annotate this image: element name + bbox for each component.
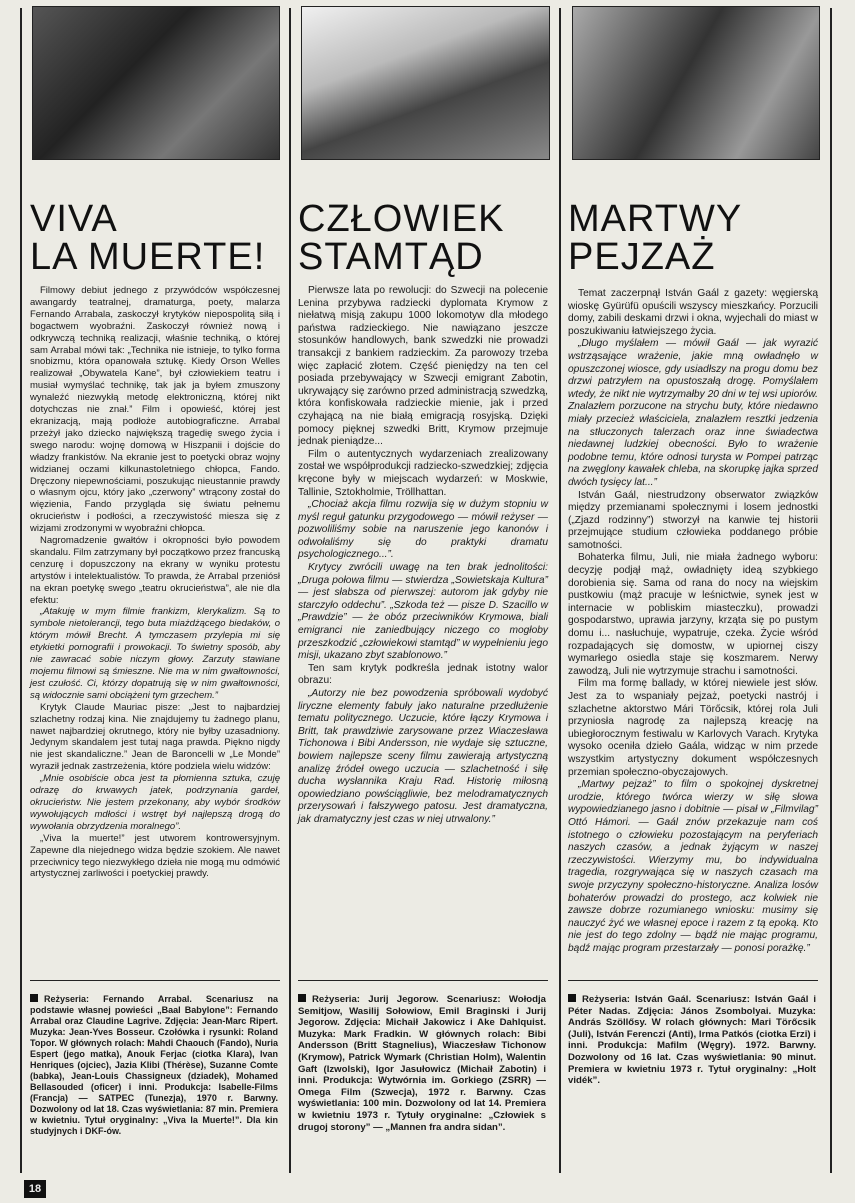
title-line: PEJZAŻ <box>568 236 716 278</box>
bullet-square <box>298 994 306 1002</box>
paragraph: „Mnie osobiście obca jest ta płomienna sztuka, czuję odrazę do krwawych jatek, podrzynania gardeł, okrucieństw. Nie jestem przekonany, aby wybór środków wywołujących mdłości i wstręt był najlepszą drogą do wywołania obrzydzenia moralnego”. <box>30 773 280 832</box>
credits-2 <box>298 994 546 1133</box>
credits-separator-2 <box>298 980 548 981</box>
column-rule-2 <box>559 8 561 1173</box>
paragraph: István Gaál, niestrudzony obserwator związków między przemianami społecznymi i losem jednostki („Zjazd rodzinny”) stworzył na kanwie tej historii przejmujące studium człowieka poddanego próbie samotności. <box>568 489 818 551</box>
paragraph: „Długo myślałem — mówił Gaál — jak wyrazić wstrząsające wrażenie, jakie mną owładnęło w opuszczonej wiosce, gdy usiadłszy na progu domu bez drzwi patrzyłem na opustoszałą drogę. Pomyślałem wtedy, że nikt nie wytrzymałby 20 dni w tej wsi upiorów. Znalazłem porzucone na strychu buty, które niedawno miały przecież właściciela, znalazłem resztki jedzenia na stłuczonych talerzach oraz inne świadectwa niedawnej ludzkiej obecności. Było to wrażenie podobne temu, które odnosi turysta w Pompei patrząc na zwęglony kawałek chleba, na skorupkę jajka sprzed dwóch tysięcy lat...” <box>568 338 818 488</box>
article-body-1 <box>30 285 280 880</box>
title-line: LA MUERTE! <box>30 236 266 278</box>
bullet-square <box>568 994 576 1002</box>
credits-3 <box>568 994 816 1087</box>
paragraph: „Autorzy nie bez powodzenia spróbowali wydobyć liryczne elementy fabuły jako naturalne przedłużenie tematu politycznego. Uczucie, które łączy Krymowa i Britt, tak prawdziwie zarysowane przez Wiaczesława Tichonowa i Bibi Andersson, nie wydaje się sztuczne, bowiem najlepsze sceny filmu zawierają artystyczną analizę źródeł owego uczucia — szlachetność i siłę ducha wysłannika Kraju Rad. Historię miłosną opowiedziano powściągliwie, bez melodramatycznych przerysowań i fałszywego patosu. Jest dramatyczna, jak dramatyczny jest czas w niej utrwalony.” <box>298 688 548 825</box>
credits-text: Reżyseria: István Gaál. Scenariusz: István Gaál i Péter Nadas. Zdjęcia: János Zsombolyai. Muzyka: András Szöllősy. W rolach głównych: Mari Törőcsik (Juli), István Ferenczi (Anti), Irma Patkós (ciotka Erzi) i inni. Produkcja: Mafilm (Węgry). 1972. Barwny. Dozwolony od 16 lat. Czas wyświetlania: 90 minut. Premiera w kwietniu 1973 r. Tytuł oryginalny: „Holt vidék”. <box>568 994 816 1087</box>
paragraph: Temat zaczerpnął István Gaál z gazety: węgierską wioskę Gyürüfü opuścili wszyscy mieszkańcy. Porzucili domy, zabili deskami drzwi i okna, wyjechali do miast w poszukiwaniu łatwiejszego życia. <box>568 288 818 337</box>
page-number: 18 <box>24 1180 46 1198</box>
title-line: CZŁOWIEK <box>298 198 505 240</box>
column-rule-right <box>830 8 832 1173</box>
article-body-2 <box>298 285 548 827</box>
paragraph: Pierwsze lata po rewolucji: do Szwecji na polecenie Lenina przybywa radziecki dyplomata Krymow z niełatwą misją zakupu 1000 lokomotyw dla młodego państwa radzieckiego. Nie nawiązano jeszcze stosunków handlowych, bank szwedzki nie prowadzi transakcji z bankiem radzieckim. Za parowozy trzeba więc zapłacić złotem. Część pieniędzy na ten cel posiada przebywający w Szwecji emigrant Zabotin, ukrywający się zarówno przed administracją szwedzką, która konfiskowała radzieckie mienie, jak i przed czyhającą na nie białą emigracją rosyjską. Dzięki pomocy pięknej szwedki Britt, Krymow przejmuje jednak pieniądze... <box>298 285 548 448</box>
column-rule-1 <box>289 8 291 1173</box>
title-line: MARTWY <box>568 198 743 240</box>
credits-text: Reżyseria: Jurij Jegorow. Scenariusz: Wołodja Semitjow, Wasilij Sołowiow, Emil Braginski i Jurij Jegorow. Zdjęcia: Michaił Jakowicz i Ake Dahlquist. Muzyka: Mark Fradkin. W głównych rolach: Bibi Andersson (Britt Stagnelius), Wiaczesław Tichonow (Krymow), Patrick Wymark (Christian Holm), Walentin Gaft (Izwolski), Igor Jasułowicz (Michaił Zabotin) i inni. Produkcja: Wytwórnia im. Gorkiego (ZSRR) — Omega Film (Szwecja), 1972 r. Barwny. Czas wyświetlania: 100 min. Dozwolony od lat 14. Premiera w kwietniu 1973 r. Tytuły oryginalne: „Człowiek s drugoj storony” — „Mannen fra andra sidan”. <box>298 994 546 1133</box>
credits-1 <box>30 994 278 1137</box>
paragraph: Nagromadzenie gwałtów i okropności było powodem skandalu. Film zatrzymany był początkowo przez francuską cenzurę i dopuszczony na ekrany w wyniku protestu artystów i intelektualistów. To prawda, że Arrabal przeniósł na ekran poetykę swego „teatru okrucieństwa”, ale nie dla efektu: <box>30 535 280 606</box>
paragraph: „Atakuję w mym filmie frankizm, klerykalizm. Są to symbole nietolerancji, tego buta miażdżącego biedaków, o którym mówił Brecht. A tymczasem przylepia mi się etykietki pornografii i prowokacji. To świetny sposób, aby nie zawracać sobie niczym głowy. Zarzuty stawiane mojemu filmowi są śmieszne. Nie ma w nim gwałtowności, jest czułość. Ci, którzy dopatrują się w nim gwałtowności, są widocznie sami obciążeni tym grzechem.” <box>30 606 280 701</box>
title-line: STAMTĄD <box>298 236 484 278</box>
credits-separator-3 <box>568 980 818 981</box>
film-still-photo-3 <box>572 6 820 160</box>
column-rule-left <box>20 8 22 1173</box>
film-still-photo-2 <box>301 6 550 160</box>
paragraph: Film o autentycznych wydarzeniach zrealizowany został we współprodukcji radziecko-szwedzkiej; zdjęcia kręcone były w miejscach wydarzeń: w Moskwie, Tallinie, Sztokholmie, Tröllhattan. <box>298 448 548 498</box>
article-body-3 <box>568 288 818 955</box>
paragraph: „Martwy pejzaż” to film o spokojnej dyskretnej urodzie, którego twórca wierzy w siłę słowa wypowiedzianego jasno i dobitnie — pisał w „Filmvilag” Ottó Hámori. — Gaál znów przekazuje nam coś istotnego o człowieku pozostającym na peryferiach naszych czasów, a jednak żyjącym w naszej rzeczywistości. Wierzymy mu, bo indywidualna tragedia, rozgrywająca się w naszych czasach ma swoje przyczyny społeczno-historyczne. Analiza losów bohaterów prowadzi do prostego, acz kolwiek nie zawsze dobrze rozumianego wniosku: musimy się nauczyć żyć we własnej epoce i razem z tą epoką. Kto nie jest do tego zdolny — bądź nie mając programu, bądź mając program przestarzały — ponosi porażkę.” <box>568 779 818 954</box>
bullet-square <box>30 994 38 1002</box>
paragraph: Bohaterka filmu, Juli, nie miała żadnego wyboru: decyzję podjął mąż, owładnięty ideą szybkiego dorobienia się. Sama od rana do nocy na wiejskim pustkowiu (mąż pracuje w leśnictwie, synek jest w internacie w pobliskim miasteczku), prowadzi gospodarstwo, uprawia jarzyny, krząta się po pustym domu i... nasłuchuje, wypatruje, czeka. Życie wśród rozpadających się domostw, w upiornej ciszy wymarłego osiedla staje się koszmarem. Nerwy zawodzą, Juli nie wytrzymuje strachu i samotności. <box>568 552 818 677</box>
title-line: VIVA <box>30 198 118 240</box>
credits-text: Reżyseria: Fernando Arrabal. Scenariusz na podstawie własnej powieści „Baal Babylone”: Fernando Arrabal oraz Claudine Lagrive. Zdjęcia: Jean-Marc Ripert. Muzyka: Jean-Yves Bosseur. Czołówka i rysunki: Roland Topor. W głównych rolach: Mahdi Chaouch (Fando), Nuria Espert (jego matka), Anouk Ferjac (ciotka Klara), Ivan Henriques (ojciec), Jazia Klibi (Thérèse), Suzanne Comte (babka), Jean-Louis Chassigneux (dziadek), Mohamed Bellasouded (oficer) i inni. Produkcja: Isabelle-Films (Francja) — SATPEC (Tunezja), 1970 r. Barwny. Dozwolony od lat 18. Czas wyświetlania: 87 min. Premiera w kwietniu. Tytuł oryginalny: „Viva la Muerte!”. Dla kin studyjnych i DKF-ów. <box>30 994 278 1136</box>
paragraph: Film ma formę ballady, w której niewiele jest słów. Jest za to wspaniały pejzaż, poetycki nastrój i szlachetne aktorstwo Mári Törőcsik, której rola Juli przyniosła nagrodę za najlepszą kreację na ubiegłorocznym festiwalu w Karlovych Varach. Krytyka wysoko oceniła dzieło Gaála, widząc w nim przede wszystkim artystyczny dokument współczesnych przemian społeczno-obyczajowych. <box>568 678 818 778</box>
article-title-2 <box>298 200 556 276</box>
paragraph: Ten sam krytyk podkreśla jednak istotny walor obrazu: <box>298 662 548 687</box>
film-still-photo-1 <box>32 6 280 160</box>
paragraph: Krytyk Claude Mauriac pisze: „Jest to najbardziej szlachetny rodzaj kina. Nie znajdujemy tu żadnego planu, nawet najbardziej okrutnego, który nie byłby uzasadniony. Jedynym skandalem jest tutaj naga prawda. Piękno nigdy nie jest skandaliczne.” Jean de Baroncelli w „Le Monde” wyraził jednak zastrzeżenia, które podziela wielu widzów: <box>30 701 280 773</box>
paragraph: „Chociaż akcja filmu rozwija się w dużym stopniu w myśl reguł gatunku przygodowego — mówił reżyser — pozwoliliśmy sobie na naruszenie jego kanonów i odwołaliśmy się do praktyki dramatu psychologicznego...”. <box>298 499 548 561</box>
paragraph: „Viva la muerte!” jest utworem kontrowersyjnym. Zapewne dla niejednego widza będzie szokiem. Ale nawet przeciwnicy tego niezwykłego dzieła nie mogą mu odmówić artystycznej zarliwości i poetyckiej prawdy. <box>30 832 280 880</box>
paragraph: Krytycy zwrócili uwagę na ten brak jednolitości: „Druga połowa filmu — stwierdza „Sowietskaja Kultura” — jest słabsza od pierwszej: autorom jak gdyby nie starczyło oddechu”. „Szkoda też — pisze D. Szacillo w „Prawdzie” — że obóz przeciwników Krymowa, biali emigranci nie zaniedbujący niczego co mogłoby przeszkodzić „człowiekowi stamtąd” w wypełnieniu jego misji, ukazano zbyt szablonowo.” <box>298 562 548 662</box>
article-title-1 <box>30 200 285 276</box>
article-title-3 <box>568 200 826 276</box>
paragraph: Filmowy debiut jednego z przywódców współczesnej awangardy teatralnej, dramaturga, poety, malarza Fernando Arrabala, zaskoczył krytyków niepospolitą siłą i bogactwem wyobraźni. Zaskoczył również nową i odkrywczą techniką realizacji, właśnie techniką, o której sam Arrabal mówi tak: „Technika nie istnieje, to tylko forma snobizmu, która opanowała sztukę. Kiedy Orson Welles realizował „Obywatela Kane”, był człowiekiem teatru i musiał wymyślać technikę, tak jak ja byłem zmuszony wynaleźć niezwykłą metodę elektroniczną, której nikt dotychczas nie znał.” Film i opowieść, której jest ekranizacją, mają podłoże autobiograficzne. Arrabal przeżył jako dziecko największą tragedię swego życia i swego narodu: wojnę domową w Hiszpanii i dojście do władzy frankistów. Na ekranie jest to poetycki obraz wojny widzianej oczami kilkunastoletniego chłopca, Fando. Dręczony niepewnościami, poszukując nieustannie prawdy o własnym ojcu, który jako „czerwony” wtrącony został do więzienia, Fando przygląda się światu pełnemu okrucieństw i podłości, a rzeczywistość miesza się z wizjami zrodzonymi w wyobraźni chłopca. <box>30 285 280 535</box>
credits-separator-1 <box>30 980 280 981</box>
